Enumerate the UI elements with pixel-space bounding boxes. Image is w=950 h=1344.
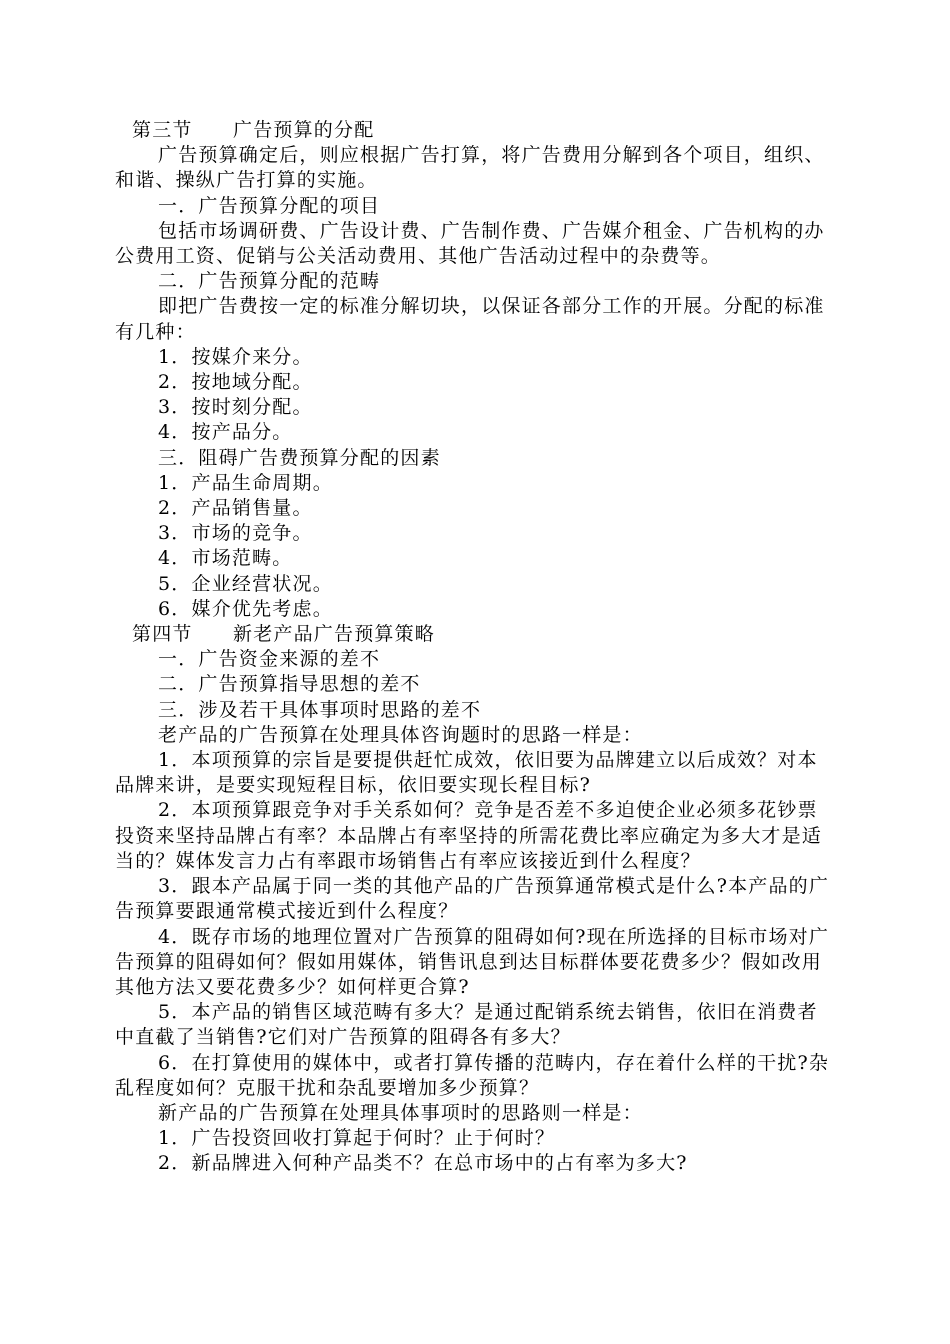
paragraph: 二．广告预算指导思想的差不 [158,673,421,696]
paragraph: 2．本项预算跟竞争对手关系如何？竞争是否差不多迫使企业必须多花钞票投资来坚持品牌占有率？本品牌占有率坚持的所需花费比率应确定为多大才是适当的？媒体发言力占有率跟市场销售占有率应该接近到什么程度？ [115,799,823,872]
paragraph: 3．市场的竞争。 [158,522,313,545]
paragraph: 老产品的广告预算在处理具体咨询题时的思路一样是： [158,723,643,746]
paragraph: 1．按媒介来分。 [158,345,313,368]
paragraph: 2．产品销售量。 [158,497,313,520]
paragraph: 1．广告投资回收打算起于何时？止于何时？ [158,1127,556,1150]
paragraph: 2．新品牌进入何种产品类不？在总市场中的占有率为多大? [158,1152,688,1175]
paragraph: 一．广告预算分配的项目 [158,194,381,217]
paragraph: 4．既存市场的地理位置对广告预算的阻碍如何?现在所选择的目标市场对广告预算的阻碍如何？假如用媒体，销售讯息到达目标群体要花费多少？假如改用其他方法又要花费多少？如何样更合算? [115,925,830,998]
paragraph: 4．市场范畴。 [158,547,293,570]
section-heading: 第三节 广告预算的分配 [132,119,375,141]
paragraph: 1．本项预算的宗旨是要提供赶忙成效，依旧要为品牌建立以后成效？对本品牌来讲，是要实现短程目标，依旧要实现长程目标? [115,749,818,797]
paragraph: 即把广告费按一定的标准分解切块，以保证各部分工作的开展。分配的标准有几种： [115,295,825,343]
paragraph: 一．广告资金来源的差不 [158,648,381,671]
paragraph: 二．广告预算分配的范畴 [158,270,381,293]
paragraph: 三．阻碍广告费预算分配的因素 [158,446,441,469]
paragraph: 三．涉及若干具体事项时思路的差不 [158,698,482,721]
document-body [115,118,835,1177]
paragraph: 3．按时刻分配。 [158,396,313,419]
paragraph: 3．跟本产品属于同一类的其他产品的广告预算通常模式是什么?本产品的广告预算要跟通常模式接近到什么程度？ [115,875,830,923]
paragraph: 1．产品生命周期。 [158,471,333,494]
paragraph: 包括市场调研费、广告设计费、广告制作费、广告媒介租金、广告机构的办公费用工资、促销与公关活动费用、其他广告活动过程中的杂费等。 [115,219,825,268]
section-heading: 第四节 新老产品广告预算策略 [132,623,436,646]
paragraph: 5．本产品的销售区域范畴有多大？是通过配销系统去销售，依旧在消费者中直截了当销售?它们对广告预算的阻碍各有多大？ [115,1001,818,1049]
paragraph: 5．企业经营状况。 [158,572,333,595]
paragraph: 新产品的广告预算在处理具体事项时的思路则一样是： [158,1101,643,1124]
paragraph: 广告预算确定后，则应根据广告打算，将广告费用分解到各个项目，组织、和谐、操纵广告打算的实施。 [115,144,825,192]
paragraph: 2．按地域分配。 [158,371,313,394]
paragraph: 6．在打算使用的媒体中，或者打算传播的范畴内，存在着什么样的干扰?杂乱程度如何？克服干扰和杂乱要增加多少预算？ [115,1051,830,1099]
paragraph: 6．媒介优先考虑。 [158,597,333,620]
paragraph: 4．按产品分。 [158,421,293,444]
